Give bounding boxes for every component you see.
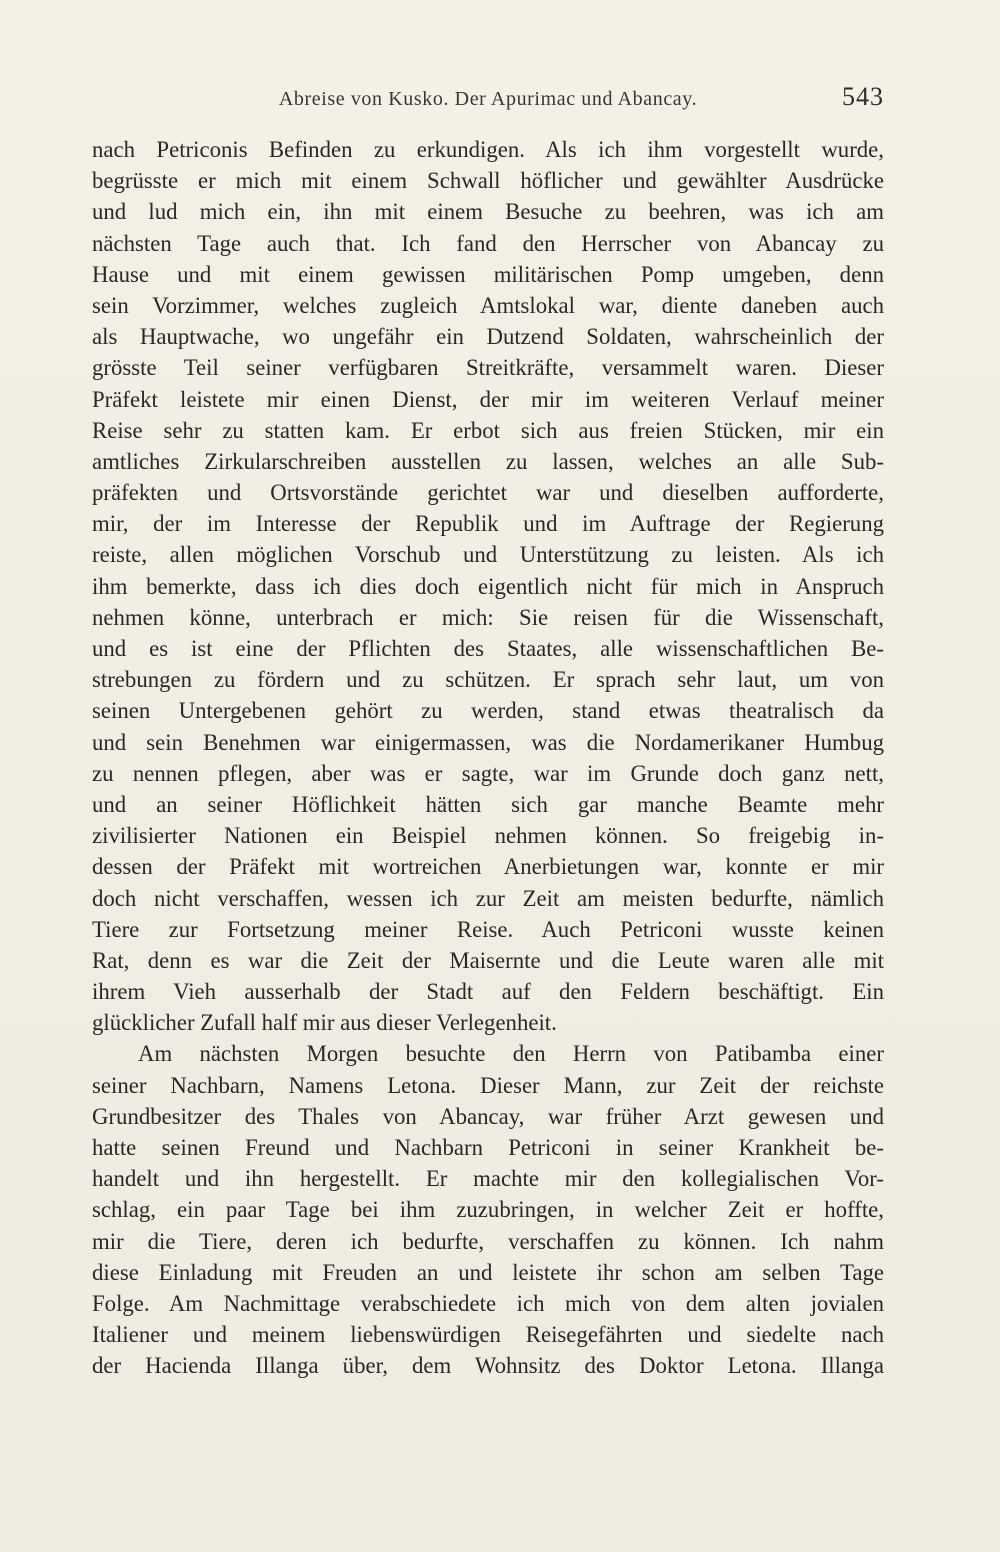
- text-line: nächsten Tage auch that. Ich fand den Herrscher von Abancay zu: [92, 230, 884, 256]
- text-line: strebungen zu fördern und zu schützen. Er sprach sehr laut, um von: [92, 667, 884, 693]
- text-line: und an seiner Höflichkeit hätten sich gar manche Beamte mehr: [92, 791, 884, 817]
- text-line: und es ist eine der Pflichten des Staates, alle wissenschaftlichen Be-: [92, 636, 884, 661]
- text-line: dessen der Präfekt mit wortreichen Anerbietungen war, konnte er mir: [92, 854, 884, 880]
- text-line: doch nicht verschaffen, wessen ich zur Zeit am meisten bedurfte, nämlich: [92, 885, 884, 911]
- text-line: seiner Nachbarn, Namens Letona. Dieser Mann, zur Zeit der reichste: [92, 1072, 884, 1098]
- text-line: Italiener und meinem liebenswürdigen Reisegefährten und siedelte nach: [92, 1322, 884, 1348]
- text-line: sein Vorzimmer, welches zugleich Amtslokal war, diente daneben auch: [92, 292, 884, 318]
- text-line: zivilisierter Nationen ein Beispiel nehmen können. So freigebig in-: [92, 823, 884, 849]
- text-line: Hause und mit einem gewissen militärischen Pomp umgeben, denn: [92, 261, 884, 287]
- text-line: als Hauptwache, wo ungefähr ein Dutzend Soldaten, wahrscheinlich der: [92, 324, 884, 350]
- text-line: handelt und ihn hergestellt. Er machte mir den kollegialischen Vor-: [92, 1166, 884, 1192]
- text-line: mir die Tiere, deren ich bedurfte, verschaffen zu können. Ich nahm: [92, 1228, 884, 1254]
- text-line: der Hacienda Illanga über, dem Wohnsitz des Doktor Letona. Illanga: [92, 1353, 884, 1379]
- text-line: Präfekt leistete mir einen Dienst, der mir im weiteren Verlauf meiner: [92, 386, 884, 412]
- text-line: nehmen könne, unterbrach er mich: Sie reisen für die Wissenschaft,: [92, 604, 884, 630]
- text-line: hatte seinen Freund und Nachbarn Petriconi in seiner Krankheit be-: [92, 1135, 884, 1160]
- text-line: amtliches Zirkularschreiben ausstellen zu lassen, welches an alle Sub-: [92, 448, 884, 474]
- text-line: mir, der im Interesse der Republik und im Auftrage der Regierung: [92, 511, 884, 537]
- text-line: Am nächsten Morgen besuchte den Herrn von Patibamba einer: [138, 1041, 884, 1067]
- text-line: und lud mich ein, ihn mit einem Besuche zu beehren, was ich am: [92, 199, 884, 225]
- text-line: Grundbesitzer des Thales von Abancay, war früher Arzt gewesen und: [92, 1103, 884, 1129]
- page-header: [92, 82, 884, 118]
- text-line: grösste Teil seiner verfügbaren Streitkräfte, versammelt waren. Dieser: [92, 355, 884, 381]
- text-line: Reise sehr zu statten kam. Er erbot sich aus freien Stücken, mir ein: [92, 417, 884, 443]
- text-line: nach Petriconis Befinden zu erkundigen. Als ich ihm vorgestellt wurde,: [92, 137, 884, 162]
- text-line: reiste, allen möglichen Vorschub und Unterstützung zu leisten. Als ich: [92, 542, 884, 568]
- text-line: schlag, ein paar Tage bei ihm zuzubringen, in welcher Zeit er hoffte,: [92, 1197, 884, 1223]
- text-line: Rat, denn es war die Zeit der Maisernte und die Leute waren alle mit: [92, 947, 884, 973]
- text-line: glücklicher Zufall half mir aus dieser Verlegenheit.: [92, 1010, 557, 1036]
- body-text: [92, 134, 884, 1382]
- text-line: zu nennen pflegen, aber was er sagte, war im Grunde doch ganz nett,: [92, 760, 884, 786]
- text-line: seinen Untergebenen gehört zu werden, stand etwas theatralisch da: [92, 698, 884, 724]
- text-line: und sein Benehmen war einigermassen, was die Nordamerikaner Humbug: [92, 729, 884, 755]
- text-line: Tiere zur Fortsetzung meiner Reise. Auch Petriconi wusste keinen: [92, 916, 884, 942]
- text-line: ihm bemerkte, dass ich dies doch eigentlich nicht für mich in Anspruch: [92, 573, 884, 599]
- text-line: diese Einladung mit Freuden an und leistete ihr schon am selben Tage: [92, 1259, 884, 1285]
- text-line: ihrem Vieh ausserhalb der Stadt auf den Feldern beschäftigt. Ein: [92, 979, 884, 1005]
- text-line: Folge. Am Nachmittage verabschiedete ich mich von dem alten jovialen: [92, 1290, 884, 1316]
- text-line: begrüsste er mich mit einem Schwall höflicher und gewählter Ausdrücke: [92, 168, 884, 194]
- running-head: Abreise von Kusko. Der Apurimac und Abancay.: [278, 88, 698, 110]
- page-number: 543: [842, 82, 884, 111]
- text-line: präfekten und Ortsvorstände gerichtet war und dieselben aufforderte,: [92, 480, 884, 506]
